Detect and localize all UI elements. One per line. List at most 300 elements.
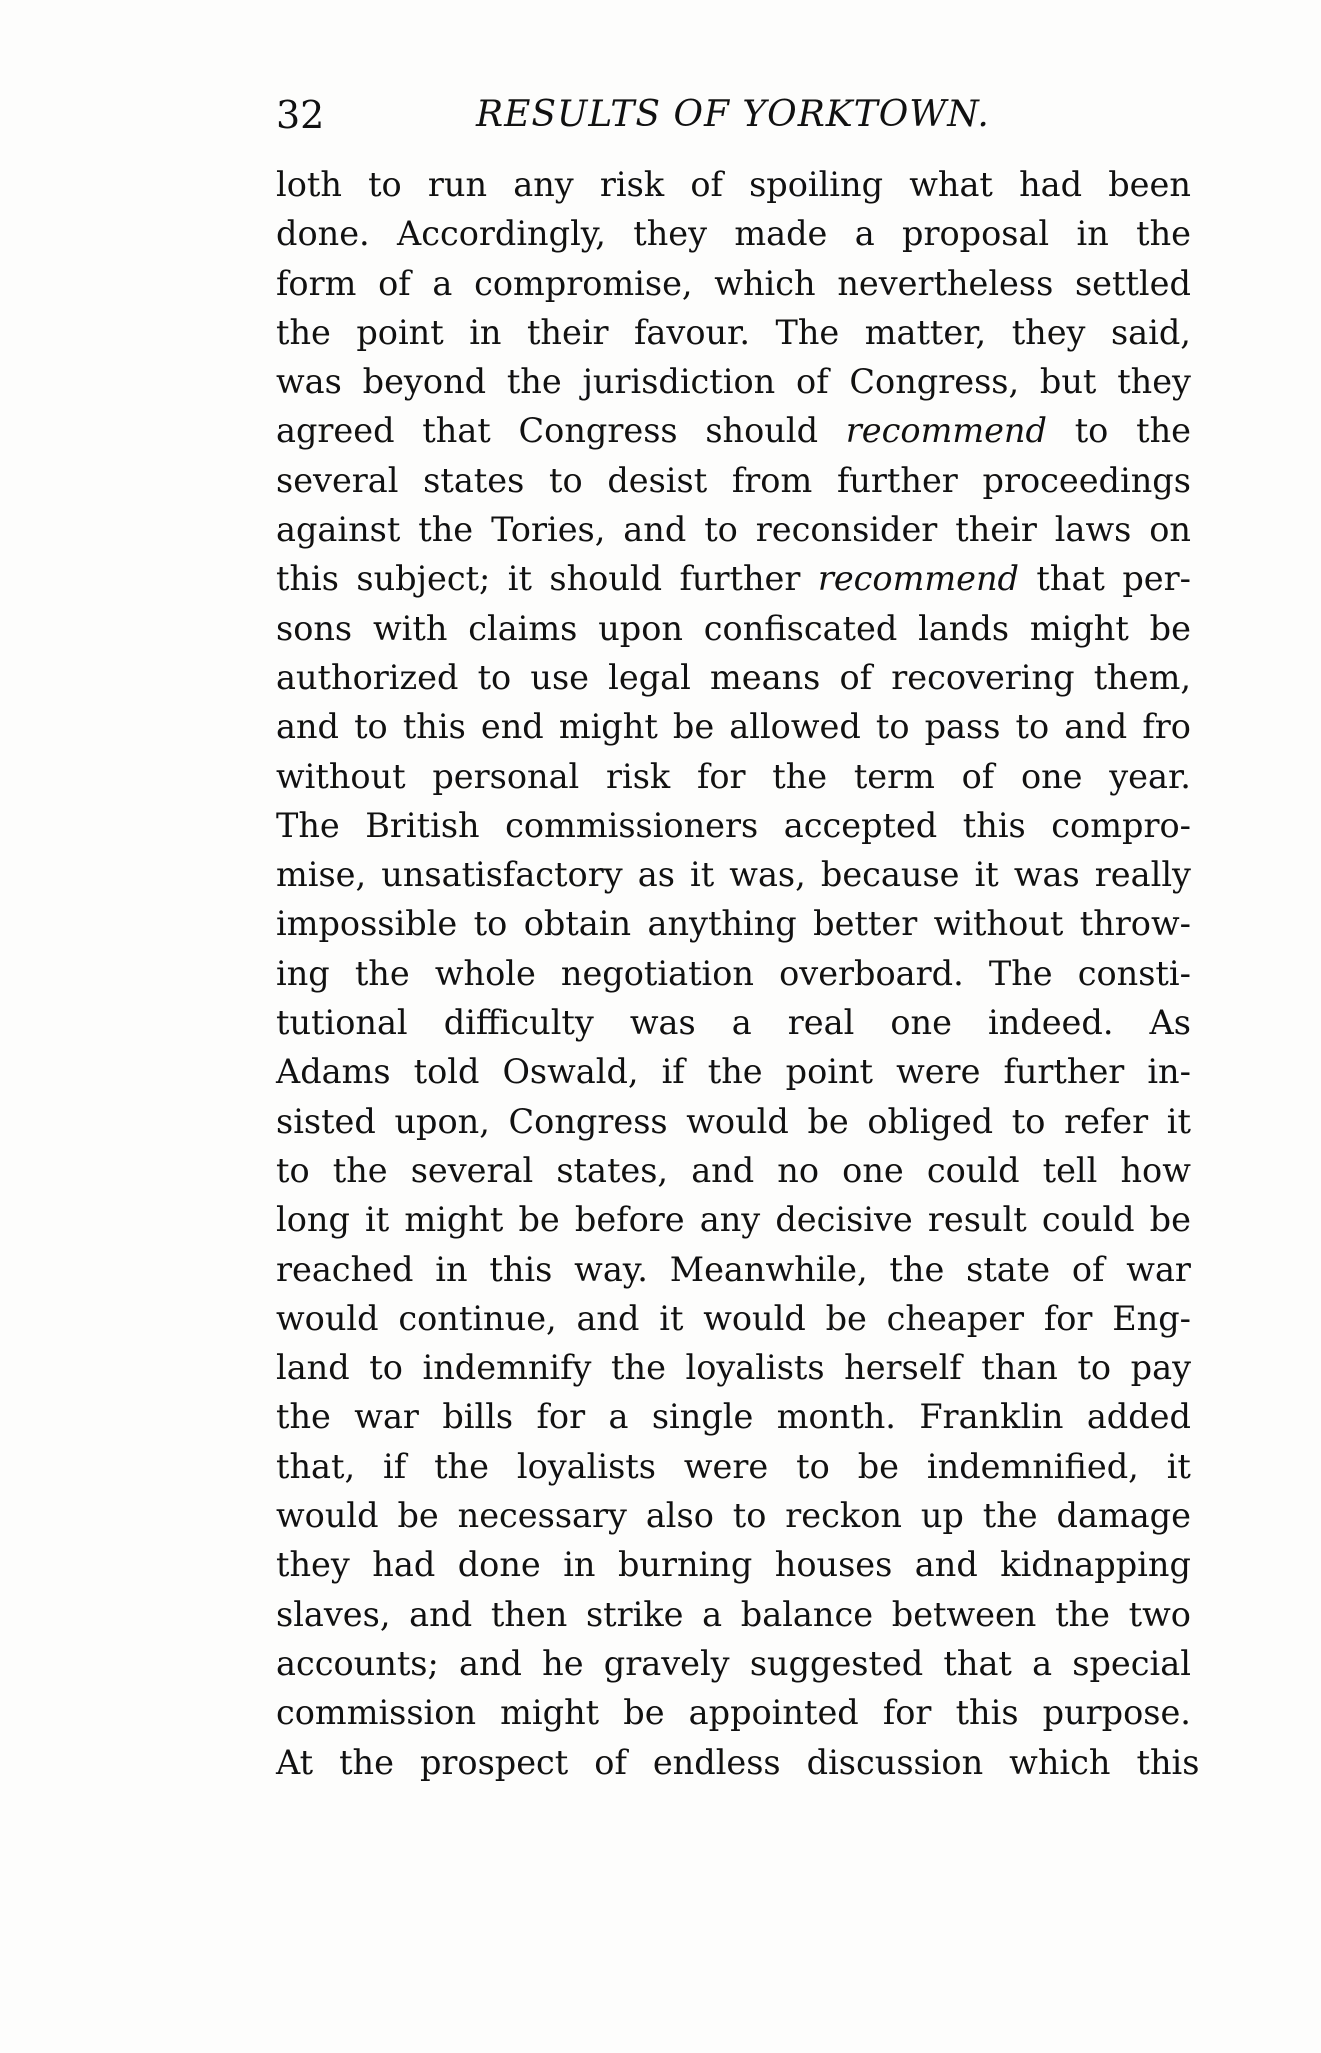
word: reckon bbox=[785, 1496, 902, 1536]
word: if bbox=[661, 1052, 685, 1092]
word: indeed. bbox=[988, 1003, 1114, 1043]
word: to bbox=[477, 657, 512, 697]
word: done bbox=[457, 1545, 541, 1585]
word: favour. bbox=[634, 312, 751, 352]
word: for bbox=[1043, 1298, 1093, 1338]
text-line bbox=[276, 1097, 1191, 1146]
word: it bbox=[1166, 1446, 1191, 1486]
word: and bbox=[691, 1150, 755, 1190]
word: several bbox=[410, 1150, 534, 1190]
word: really bbox=[1094, 855, 1191, 895]
word: any bbox=[513, 165, 574, 204]
word: prospect bbox=[419, 1742, 569, 1782]
word: upon, bbox=[394, 1101, 490, 1141]
word: and bbox=[914, 1545, 978, 1585]
word: might bbox=[404, 1200, 504, 1240]
word: Congress, bbox=[849, 362, 1020, 402]
word: war bbox=[1126, 1249, 1191, 1289]
word: fro bbox=[1142, 707, 1191, 747]
word: to bbox=[369, 1348, 403, 1388]
word: Adams bbox=[276, 1052, 391, 1092]
word: the bbox=[1055, 1594, 1110, 1634]
word: desist bbox=[607, 460, 708, 500]
word: the bbox=[339, 1742, 394, 1782]
word: tutional bbox=[276, 1003, 408, 1043]
word: would bbox=[276, 1496, 379, 1536]
word: done. bbox=[276, 214, 370, 254]
word: this bbox=[402, 707, 466, 747]
word: it bbox=[974, 855, 999, 895]
page-number: 32 bbox=[276, 93, 325, 137]
word: a bbox=[432, 263, 453, 303]
word: a bbox=[731, 1003, 752, 1043]
word: necessary bbox=[457, 1496, 627, 1536]
word: slaves, bbox=[276, 1594, 391, 1634]
word: it bbox=[507, 559, 532, 599]
text-line bbox=[276, 899, 1191, 948]
text-line bbox=[276, 357, 1191, 406]
word: without bbox=[933, 904, 1064, 944]
word: was bbox=[1013, 855, 1080, 895]
word: appointed bbox=[688, 1693, 859, 1733]
word: be bbox=[807, 1101, 849, 1141]
word: The bbox=[276, 805, 340, 845]
word: the bbox=[707, 1052, 763, 1092]
word: this bbox=[955, 1693, 1019, 1733]
word: run bbox=[427, 165, 488, 204]
word: states, bbox=[556, 1150, 669, 1190]
word: one bbox=[1020, 756, 1083, 796]
word: to bbox=[1015, 707, 1050, 747]
word: further bbox=[679, 559, 801, 599]
word: per- bbox=[1122, 559, 1191, 599]
word: risk bbox=[605, 756, 671, 796]
word: to bbox=[548, 460, 583, 500]
word: settled bbox=[1074, 263, 1191, 303]
word: to bbox=[875, 707, 910, 747]
word: to bbox=[354, 707, 388, 747]
word: as bbox=[637, 855, 675, 895]
word: be bbox=[397, 1496, 439, 1536]
word: told bbox=[413, 1052, 480, 1092]
word: whole bbox=[434, 953, 536, 993]
word: a bbox=[608, 1397, 629, 1437]
word: be bbox=[825, 1298, 867, 1338]
word: means bbox=[710, 657, 821, 697]
word: balance bbox=[740, 1594, 874, 1634]
text-line bbox=[276, 850, 1191, 899]
text-line bbox=[276, 1146, 1191, 1195]
word: several bbox=[276, 460, 399, 500]
word: with bbox=[372, 608, 448, 648]
word: was, bbox=[729, 855, 806, 895]
text-line bbox=[276, 1392, 1191, 1441]
word: confiscated bbox=[703, 608, 898, 648]
text-line bbox=[276, 505, 1191, 554]
word: discussion bbox=[806, 1742, 984, 1782]
word: should bbox=[549, 559, 663, 599]
word: be bbox=[857, 1446, 899, 1486]
word: further bbox=[1003, 1052, 1125, 1092]
word: their bbox=[955, 510, 1037, 550]
word: because bbox=[820, 855, 960, 895]
word: to bbox=[368, 165, 402, 204]
word: added bbox=[1086, 1397, 1191, 1437]
word: As bbox=[1149, 1003, 1191, 1043]
word: ing bbox=[276, 953, 330, 993]
text-line bbox=[276, 604, 1191, 653]
word: against bbox=[276, 510, 401, 550]
word: pass bbox=[924, 707, 1001, 747]
word: tell bbox=[1042, 1150, 1098, 1190]
word: a bbox=[1032, 1643, 1053, 1683]
word: to bbox=[1074, 411, 1109, 451]
word: and bbox=[623, 510, 687, 550]
word: anything bbox=[647, 904, 797, 944]
text-line bbox=[276, 1343, 1191, 1392]
word: the bbox=[982, 1496, 1038, 1536]
word: be bbox=[1149, 1200, 1191, 1240]
word: it bbox=[659, 1298, 684, 1338]
word: to bbox=[796, 1446, 830, 1486]
word: allowed bbox=[729, 707, 861, 747]
word: should bbox=[705, 411, 819, 451]
word: reconsider bbox=[755, 510, 938, 550]
word: also bbox=[645, 1496, 714, 1536]
word: proposal bbox=[902, 214, 1050, 254]
word: continue, bbox=[398, 1298, 557, 1338]
word: compro- bbox=[1051, 805, 1191, 845]
text-line bbox=[276, 554, 1191, 603]
word: indemnify bbox=[422, 1348, 592, 1388]
word: Congress bbox=[518, 411, 678, 451]
word: in bbox=[563, 1545, 596, 1585]
body-text bbox=[276, 160, 1200, 1787]
word: overboard. bbox=[779, 953, 964, 993]
word: without bbox=[276, 756, 406, 796]
word: on bbox=[1149, 510, 1191, 550]
word: was bbox=[629, 1003, 696, 1043]
word: burning bbox=[617, 1545, 753, 1585]
word: he bbox=[542, 1643, 584, 1683]
word: authorized bbox=[276, 657, 459, 697]
word: it bbox=[1166, 1101, 1191, 1141]
word: that bbox=[943, 1643, 1012, 1683]
word: suggested bbox=[749, 1643, 924, 1683]
word: the bbox=[611, 1348, 666, 1388]
word: endless bbox=[652, 1742, 781, 1782]
word: to bbox=[473, 904, 508, 944]
word: they bbox=[633, 214, 708, 254]
word: recovering bbox=[891, 657, 1075, 697]
word: way. bbox=[574, 1249, 648, 1289]
word: any bbox=[699, 1200, 761, 1240]
word: real bbox=[787, 1003, 855, 1043]
word: lands bbox=[918, 608, 1010, 648]
word: one bbox=[842, 1150, 904, 1190]
word: Accordingly, bbox=[397, 214, 606, 254]
word: state bbox=[966, 1249, 1051, 1289]
word: of bbox=[378, 263, 411, 303]
word: The bbox=[775, 312, 840, 352]
word: Congress bbox=[508, 1101, 668, 1141]
word: than bbox=[981, 1348, 1058, 1388]
text-line bbox=[276, 702, 1191, 751]
word: Meanwhile, bbox=[669, 1249, 868, 1289]
word: long bbox=[276, 1200, 350, 1240]
word: been bbox=[1108, 165, 1191, 204]
word: the bbox=[1136, 214, 1191, 254]
word: how bbox=[1120, 1150, 1191, 1190]
word: to bbox=[276, 1150, 310, 1190]
word: British bbox=[365, 805, 480, 845]
word: legal bbox=[608, 657, 691, 697]
word: sisted bbox=[276, 1101, 376, 1141]
word: kidnapping bbox=[1000, 1545, 1191, 1585]
word: loyalists bbox=[685, 1348, 825, 1388]
word: in bbox=[1076, 214, 1109, 254]
word: accepted bbox=[783, 805, 938, 845]
text-line bbox=[276, 752, 1191, 801]
word: the bbox=[418, 510, 474, 550]
word: in- bbox=[1147, 1052, 1191, 1092]
running-title: RESULTS OF YORKTOWN. bbox=[476, 94, 990, 135]
word: the bbox=[1136, 411, 1191, 451]
word: the bbox=[772, 756, 828, 796]
word: term bbox=[853, 756, 935, 796]
word: to bbox=[732, 1496, 767, 1536]
word: a bbox=[702, 1594, 723, 1634]
word: and bbox=[458, 1643, 522, 1683]
word: might bbox=[500, 1693, 600, 1733]
word: would bbox=[686, 1101, 789, 1141]
word: difficulty bbox=[443, 1003, 594, 1043]
word: of bbox=[961, 756, 995, 796]
word: might bbox=[1029, 608, 1129, 648]
text-line bbox=[276, 160, 1191, 209]
word: At bbox=[276, 1742, 314, 1782]
word: commission bbox=[276, 1693, 477, 1733]
word: and bbox=[409, 1594, 473, 1634]
word: houses bbox=[774, 1545, 893, 1585]
text-line bbox=[276, 308, 1191, 357]
text-line bbox=[276, 801, 1191, 850]
word: better bbox=[813, 904, 918, 944]
word: which bbox=[1009, 1742, 1111, 1782]
word: special bbox=[1072, 1643, 1191, 1683]
word: the bbox=[332, 1150, 388, 1190]
word: refer bbox=[1064, 1101, 1149, 1141]
text-line bbox=[276, 1540, 1191, 1589]
word: was bbox=[276, 362, 342, 402]
word: indemnified, bbox=[926, 1446, 1139, 1486]
word: would bbox=[703, 1298, 806, 1338]
text-line bbox=[276, 1688, 1191, 1737]
word: the bbox=[354, 953, 410, 993]
word: to bbox=[1077, 1348, 1112, 1388]
word: cheaper bbox=[886, 1298, 1025, 1338]
word: they bbox=[1011, 312, 1086, 352]
word: Franklin bbox=[919, 1397, 1064, 1437]
word: reached bbox=[276, 1249, 414, 1289]
text-line bbox=[276, 1491, 1191, 1540]
word: their bbox=[526, 312, 609, 352]
word: accounts; bbox=[276, 1643, 439, 1683]
page-header bbox=[276, 80, 1216, 150]
word: obtain bbox=[523, 904, 632, 944]
text-line bbox=[276, 259, 1191, 308]
text-line bbox=[276, 1047, 1191, 1096]
word: year. bbox=[1109, 756, 1191, 796]
word: states bbox=[423, 460, 525, 500]
word: month. bbox=[776, 1397, 896, 1437]
word: Tories, bbox=[491, 510, 606, 550]
word: they bbox=[1117, 362, 1191, 402]
word: result bbox=[927, 1200, 1027, 1240]
word: for bbox=[536, 1397, 586, 1437]
text-line bbox=[276, 1195, 1191, 1244]
word: were bbox=[896, 1052, 981, 1092]
word: from bbox=[731, 460, 813, 500]
word: laws bbox=[1054, 510, 1132, 550]
word: form bbox=[276, 263, 357, 303]
word: the bbox=[506, 362, 562, 402]
word: them, bbox=[1093, 657, 1191, 697]
word: loyalists bbox=[516, 1446, 656, 1486]
text-line bbox=[276, 653, 1191, 702]
word: would bbox=[276, 1298, 379, 1338]
word: be bbox=[623, 1693, 665, 1733]
word: of bbox=[690, 165, 723, 204]
word: spoiling bbox=[749, 165, 884, 204]
word: pay bbox=[1130, 1348, 1191, 1388]
word: but bbox=[1039, 362, 1097, 402]
word: that bbox=[1036, 559, 1105, 599]
word: recommend bbox=[817, 559, 1019, 599]
text-line bbox=[276, 209, 1191, 258]
word: the bbox=[434, 1446, 489, 1486]
word: and bbox=[276, 707, 339, 747]
word: between bbox=[891, 1594, 1037, 1634]
text-line bbox=[276, 456, 1191, 505]
word: agreed bbox=[276, 411, 395, 451]
word: be bbox=[518, 1200, 560, 1240]
word: The bbox=[988, 953, 1053, 993]
word: and bbox=[576, 1298, 640, 1338]
word: up bbox=[920, 1496, 964, 1536]
word: said, bbox=[1110, 312, 1191, 352]
word: in bbox=[435, 1249, 468, 1289]
word: land bbox=[276, 1348, 350, 1388]
word: they bbox=[276, 1545, 350, 1585]
word: to bbox=[1011, 1101, 1046, 1141]
text-line bbox=[276, 1442, 1191, 1491]
text-line bbox=[276, 406, 1191, 455]
word: herself bbox=[844, 1348, 962, 1388]
word: it bbox=[365, 1200, 390, 1240]
word: two bbox=[1128, 1594, 1191, 1634]
word: what bbox=[909, 165, 993, 204]
word: damage bbox=[1056, 1496, 1191, 1536]
word: point bbox=[785, 1052, 874, 1092]
word: be bbox=[672, 707, 715, 747]
word: nevertheless bbox=[837, 263, 1054, 303]
word: and bbox=[1064, 707, 1128, 747]
word: war bbox=[354, 1397, 419, 1437]
text-line bbox=[276, 998, 1191, 1047]
word: for bbox=[882, 1693, 932, 1733]
word: that, bbox=[276, 1446, 356, 1486]
word: this bbox=[962, 805, 1026, 845]
word: proceedings bbox=[982, 460, 1191, 500]
word: subject; bbox=[356, 559, 491, 599]
text-line bbox=[276, 949, 1191, 998]
word: a bbox=[854, 214, 875, 254]
word: commissioners bbox=[505, 805, 759, 845]
word: that bbox=[422, 411, 491, 451]
word: this bbox=[1136, 1742, 1200, 1782]
word: negotiation bbox=[560, 953, 754, 993]
word: were bbox=[683, 1446, 769, 1486]
text-line bbox=[276, 1245, 1191, 1294]
word: throw- bbox=[1079, 904, 1191, 944]
word: decisive bbox=[775, 1200, 913, 1240]
word: upon bbox=[598, 608, 683, 648]
word: recommend bbox=[845, 411, 1047, 451]
word: then bbox=[490, 1594, 568, 1634]
word: further bbox=[836, 460, 958, 500]
word: mise, bbox=[276, 855, 367, 895]
word: which bbox=[714, 263, 816, 303]
word: risk bbox=[599, 165, 665, 204]
word: claims bbox=[468, 608, 578, 648]
word: one bbox=[890, 1003, 952, 1043]
word: jurisdiction bbox=[582, 362, 776, 402]
word: beyond bbox=[362, 362, 487, 402]
word: point bbox=[356, 312, 444, 352]
word: matter, bbox=[864, 312, 987, 352]
word: strike bbox=[585, 1594, 684, 1634]
word: of bbox=[594, 1742, 627, 1782]
word: end bbox=[480, 707, 544, 747]
word: might bbox=[558, 707, 658, 747]
word: this bbox=[276, 559, 339, 599]
word: before bbox=[574, 1200, 685, 1240]
word: use bbox=[530, 657, 589, 697]
word: impossible bbox=[276, 904, 458, 944]
word: Oswald, bbox=[502, 1052, 639, 1092]
word: gravely bbox=[603, 1643, 730, 1683]
word: the bbox=[276, 312, 331, 352]
word: to bbox=[704, 510, 738, 550]
word: could bbox=[1041, 1200, 1135, 1240]
word: made bbox=[734, 214, 828, 254]
word: Eng- bbox=[1112, 1298, 1191, 1338]
word: it bbox=[690, 855, 715, 895]
word: in bbox=[469, 312, 502, 352]
word: of bbox=[796, 362, 829, 402]
word: be bbox=[1149, 608, 1191, 648]
word: had bbox=[372, 1545, 436, 1585]
word: loth bbox=[276, 165, 342, 204]
word: sons bbox=[276, 608, 353, 648]
text-line bbox=[276, 1590, 1191, 1639]
word: of bbox=[1071, 1249, 1105, 1289]
word: no bbox=[777, 1150, 820, 1190]
word: if bbox=[383, 1446, 407, 1486]
word: compromise, bbox=[474, 263, 693, 303]
text-line bbox=[276, 1639, 1191, 1688]
